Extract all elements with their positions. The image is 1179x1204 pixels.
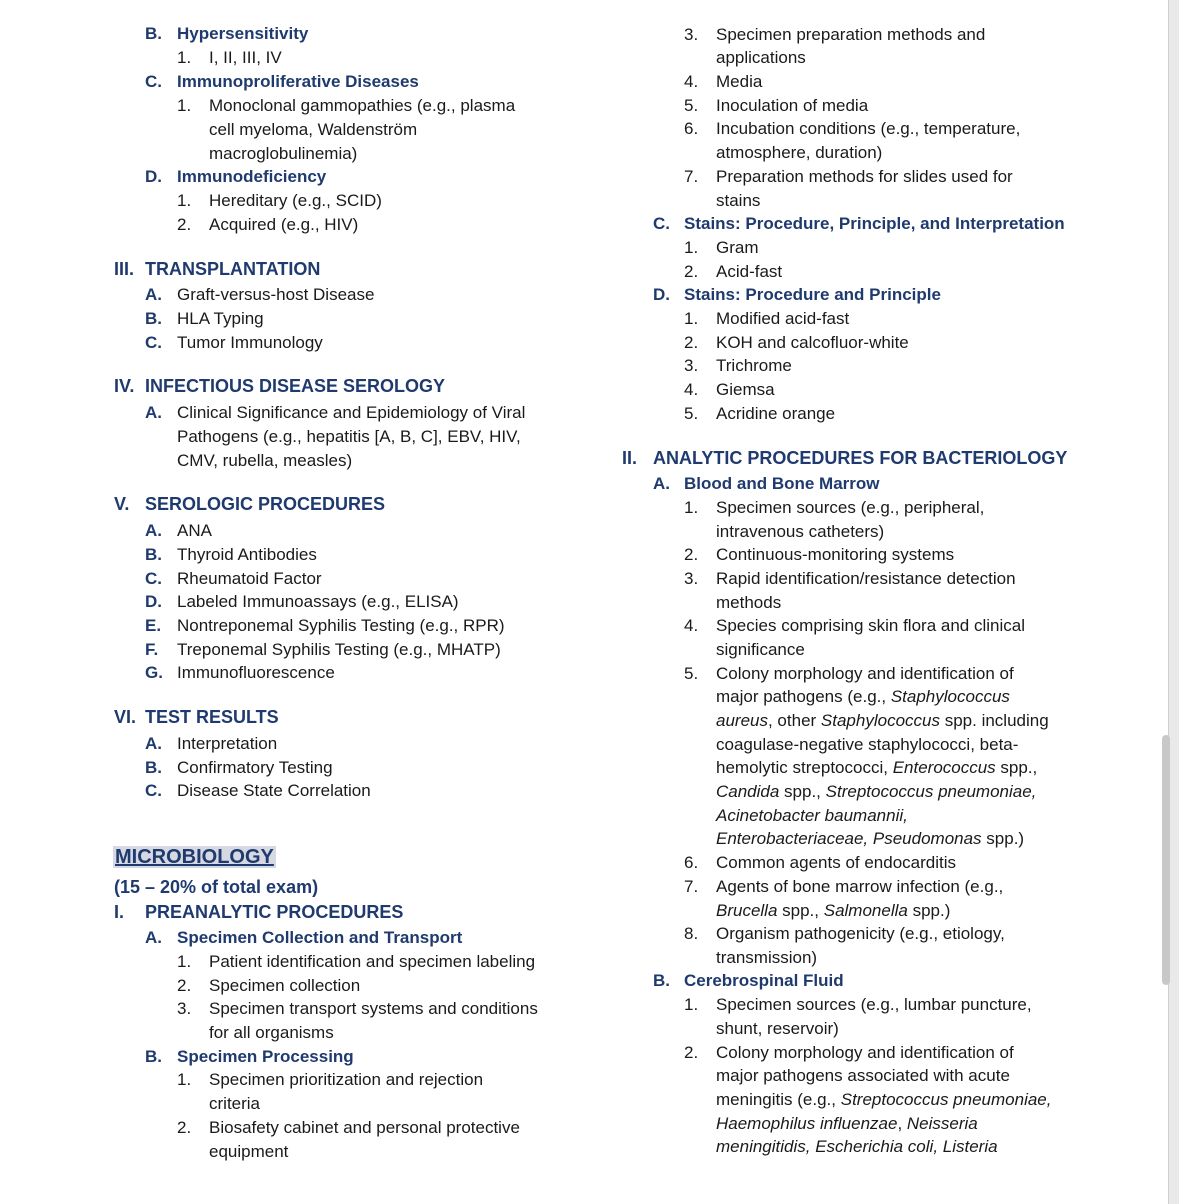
list-item-cont: CMV, rubella, measles) [177, 451, 353, 470]
list-item-cont: Acinetobacter baumannii, [716, 806, 908, 825]
list-item-cont: hemolytic streptococci, Enterococcus spp., [716, 758, 1038, 777]
list-item-cont: Pathogens (e.g., hepatitis [A, B, C], EBV, HIV, [177, 427, 521, 446]
list-item-cont: coagulase-negative staphylococci, beta- [716, 735, 1019, 754]
list-item-cont: Haemophilus influenzae, Neisseria [716, 1114, 978, 1133]
list-item-cont: criteria [209, 1094, 261, 1113]
list-item-cont: stains [716, 191, 761, 210]
list-item-cont: atmosphere, duration) [716, 143, 883, 162]
list-item-cont: transmission) [716, 948, 818, 967]
list-item-cont: major pathogens (e.g., Staphylococcus [716, 687, 1010, 706]
scrollbar-thumb[interactable] [1162, 735, 1170, 985]
document-page: B. Hypersensitivity 1. I, II, III, IV C. Immunoproliferative Diseases 1. Monoclonal gammopathies (e.g., plasma cell myeloma, Waldenström macroglobulinemia) D. Immunodeficiency 1. Hereditary (e.g., SCID) 2. Acquired (e.g., HIV) III. TRANSPLANTATION A. Graft-versus-host Disease B. HLA Typing C. Tumor Immunology IV. INFECTIOUS DISEASE SEROLOGY A. Clinical Significance and Epidemiology of Viral Pathogens (e.g., hepatitis [A, B, C], EBV, HIV, CMV, rubella, measles) V. SEROLOGIC PROCEDURES A. ANA B. Thyroid Antibodies C. Rheumatoid Factor D. Labeled Immunoassays (e.g., ELISA) E. Nontreponemal Syphilis Testing (e.g., RPR) F. Treponemal Syphilis Testing (e.g., MHATP) G. Immunofluorescence VI. TEST RESULTS A. Interpretation B. Confirmatory Testing C. Disease State Correlation MICROBIOLOGY (15 – 20% of total exam) I. PREANALYTIC PROCEDURES A. Specimen Collection and Transport 1. Patient identification and specimen labeling 2. Specimen collection 3. Specimen transport systems and conditions for all organisms B. Specimen Processing 1. Specimen prioritization and rejection criteria 2. Biosafety cabinet and personal protective equipment 3. Specimen preparation methods and applications 4. Media 5. Inoculation of media 6. Incubation conditions (e.g., temperature, atmosphere, duration) 7. Preparation methods for slides used for stains C. Stains: Procedure, Principle, and Interpretation 1. Gram 2. Acid-fast D. Stains: Procedure and Principle 1. Modified acid-fast 2. KOH and calcofluor-white 3. Trichrome 4. Giemsa 5. Acridine orange II. ANALYTIC PROCEDURES FOR BACTERIOLOGY A. Blood and Bone Marrow 1. Specimen sources (e.g., peripheral, intravenous catheters) 2. Continuous-monitoring systems 3. Rapid identification/resistance detection methods 4. Species comprising skin flora and clinical significance 5. Colony morphology and identification of major pathogens (e.g., Staphylococcus aureus, other Staphylococcus spp. including coagulase-negative staphylococci, beta- hemolytic streptococci, Enterococcus spp., Candida spp., Streptococcus pneumoniae, Acinetobacter baumannii, Enterobacteriaceae, Pseudomonas spp.) 6. Common agents of endocarditis 7. Agents of bone marrow infection (e.g., Brucella spp., Salmonella spp.) 8. Organism pathogenicity (e.g., etiology, transmission) B. Cerebrospinal Fluid 1. Specimen sources (e.g., lumbar puncture, shunt, reservoir) 2. Colony morphology and identification of major pathogens associated with acute meningitis (e.g., Streptococcus pneumoniae, Haemophilus influenzae, Neisseria meningitidis, Escherichia coli, Listeria [0, 0, 1169, 1204]
list-item-cont: methods [716, 593, 782, 612]
list-item-cont: shunt, reservoir) [716, 1019, 839, 1038]
list-item-cont: cell myeloma, Waldenström [209, 120, 418, 139]
list-item-cont: major pathogens associated with acute [716, 1066, 1010, 1085]
list-item-cont: aureus, other Staphylococcus spp. including [716, 711, 1049, 730]
list-item-cont: for all organisms [209, 1023, 334, 1042]
microbiology-subtitle: (15 – 20% of total exam) [114, 877, 319, 897]
list-item-cont: meningitidis, Escherichia coli, Listeria [716, 1137, 998, 1156]
list-item-cont: equipment [209, 1142, 289, 1161]
list-item-cont: Enterobacteriaceae, Pseudomonas spp.) [716, 829, 1025, 848]
microbiology-title: MICROBIOLOGY [115, 846, 274, 868]
list-item-cont: intravenous catheters) [716, 522, 885, 541]
list-item-cont: significance [716, 640, 805, 659]
list-item-cont: meningitis (e.g., Streptococcus pneumoniae, [716, 1090, 1052, 1109]
list-item-cont: macroglobulinemia) [209, 144, 358, 163]
list-item-cont: Candida spp., Streptococcus pneumoniae, [716, 782, 1037, 801]
list-item-cont: Brucella spp., Salmonella spp.) [716, 901, 951, 920]
list-item-cont: applications [716, 48, 806, 67]
